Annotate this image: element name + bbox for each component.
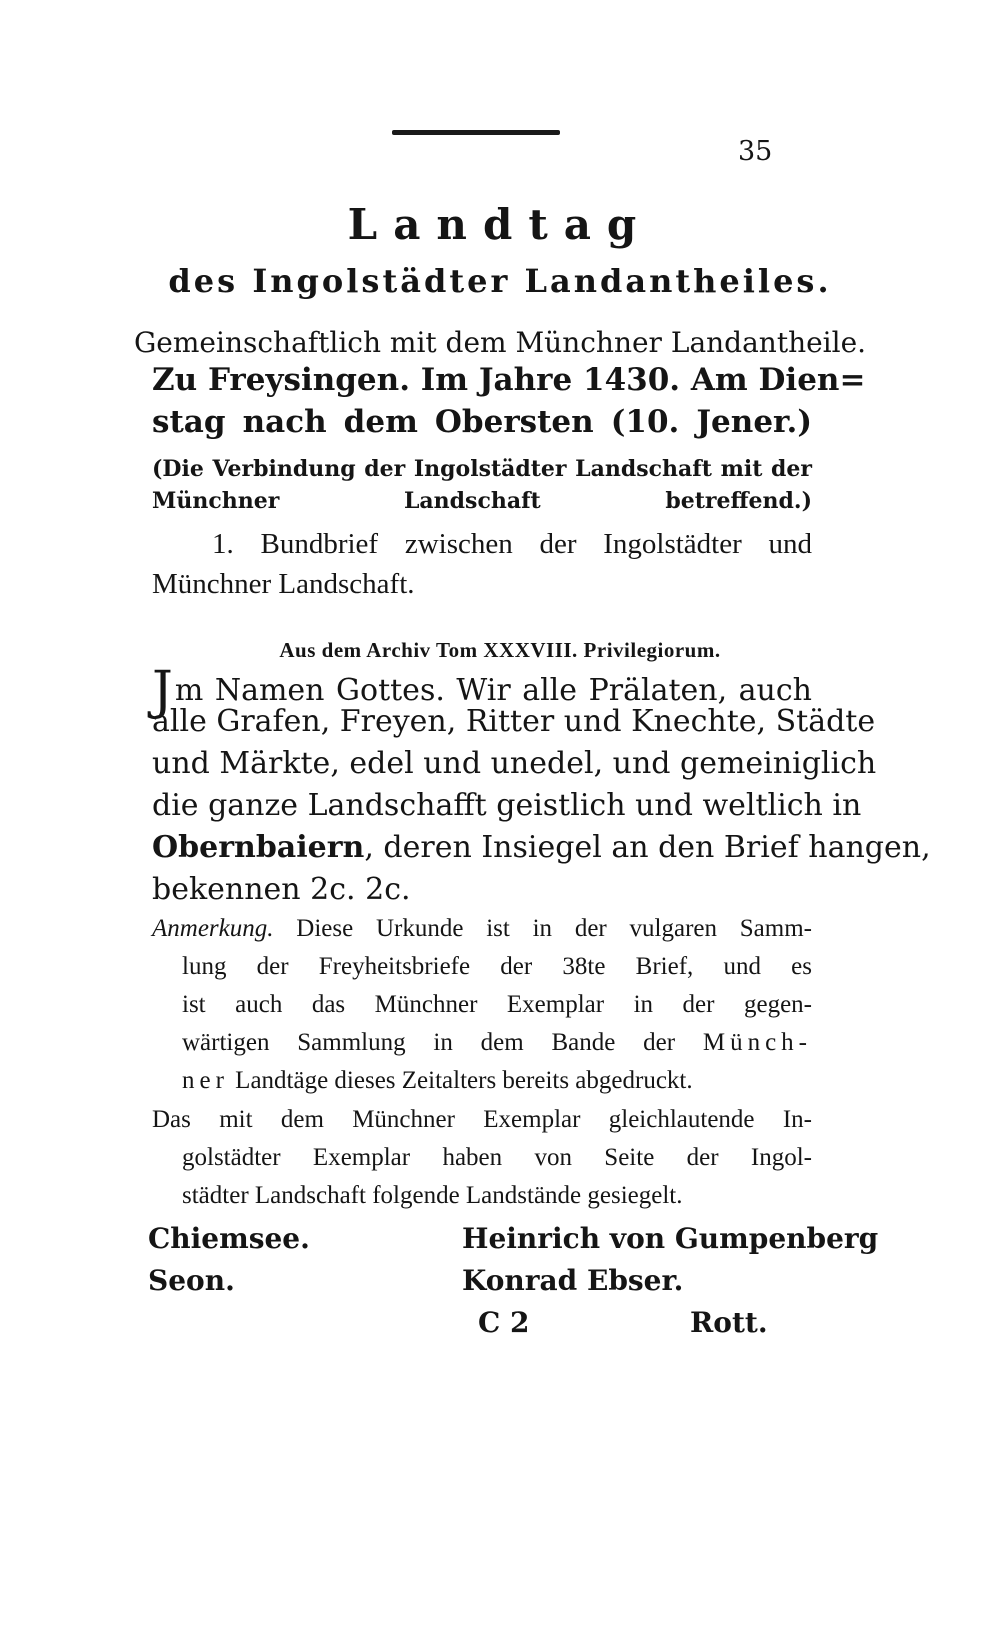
note-line-1 <box>152 915 812 943</box>
signature-mark: C 2 <box>478 1306 530 1339</box>
signatory-ebser: Konrad Ebser. <box>462 1264 684 1297</box>
title-subtitle: des Ingolstädter Landantheiles. <box>168 262 832 300</box>
note2-line-2: golstädter Exemplar haben von Seite der Ingol- <box>182 1144 812 1171</box>
place-name-obernbaiern: Obernbaiern <box>152 830 365 865</box>
note-line-4-text: wärtigen Sammlung in dem Bande der <box>182 1029 703 1056</box>
date-line-1: Zu Freysingen. Im Jahre 1430. Am Dien= <box>152 362 866 398</box>
body-line-3: und Märkte, edel und unedel, und gemeiniglich <box>152 746 877 781</box>
body-line-2: alle Grafen, Freyen, Ritter und Knechte, Städte <box>152 704 876 739</box>
note-line-1-text: Diese Urkunde ist in der vulgaren Samm- <box>273 915 812 942</box>
signatory-gumpenberg: Heinrich von Gumpenberg <box>462 1222 879 1255</box>
body-line-4: die ganze Landschafft geistlich und weltlich in <box>152 788 862 823</box>
note-label: Anmerkung. <box>152 915 274 942</box>
note-line-5 <box>182 1067 812 1095</box>
title-landtag: Landtag <box>347 200 653 249</box>
note2-line-3: städter Landschaft folgende Landstände gesiegelt. <box>182 1182 683 1209</box>
note2-line-1: Das mit dem Münchner Exemplar gleichlautende In- <box>152 1106 812 1133</box>
reference-line-1: (Die Verbindung der Ingolstädter Landschaft mit der <box>152 456 812 482</box>
signatory-seon: Seon. <box>148 1264 235 1297</box>
note-spaced-muench: Münch- <box>702 1029 812 1056</box>
title-joint: Gemeinschaftlich mit dem Münchner Landantheile. <box>133 326 867 359</box>
header-rule <box>392 130 560 135</box>
note-line-2: lung der Freyheitsbriefe der 38te Brief, und es <box>182 953 812 980</box>
date-line-2: stag nach dem Obersten (10. Jener.) <box>152 404 812 440</box>
archive-source: Aus dem Archiv Tom XXXVIII. Privilegiorum. <box>279 638 721 662</box>
note-line-5-text: Landtäge dieses Zeitalters bereits abgedruckt. <box>228 1067 693 1094</box>
section-heading-line-1: 1. Bundbrief zwischen der Ingolstädter und <box>212 528 812 560</box>
note-line-4 <box>182 1029 812 1057</box>
drop-cap: J <box>152 661 173 721</box>
body-line-1-text: m Namen Gottes. Wir alle Prälaten, auch <box>174 673 812 708</box>
note-line-3: ist auch das Münchner Exemplar in der gegen- <box>182 991 812 1018</box>
section-heading-line-2: Münchner Landschaft. <box>152 568 415 600</box>
body-line-5 <box>152 830 931 865</box>
reference-line-2: Münchner Landschaft betreffend.) <box>152 488 812 514</box>
body-line-5-text: , deren Insiegel an den Brief hangen, <box>364 830 931 865</box>
signatory-chiemsee: Chiemsee. <box>148 1222 310 1255</box>
catchword: Rott. <box>690 1306 768 1339</box>
body-line-6: bekennen 2c. 2c. <box>152 872 411 907</box>
page-number: 35 <box>738 136 773 167</box>
note-spaced-ner: ner <box>182 1067 229 1094</box>
